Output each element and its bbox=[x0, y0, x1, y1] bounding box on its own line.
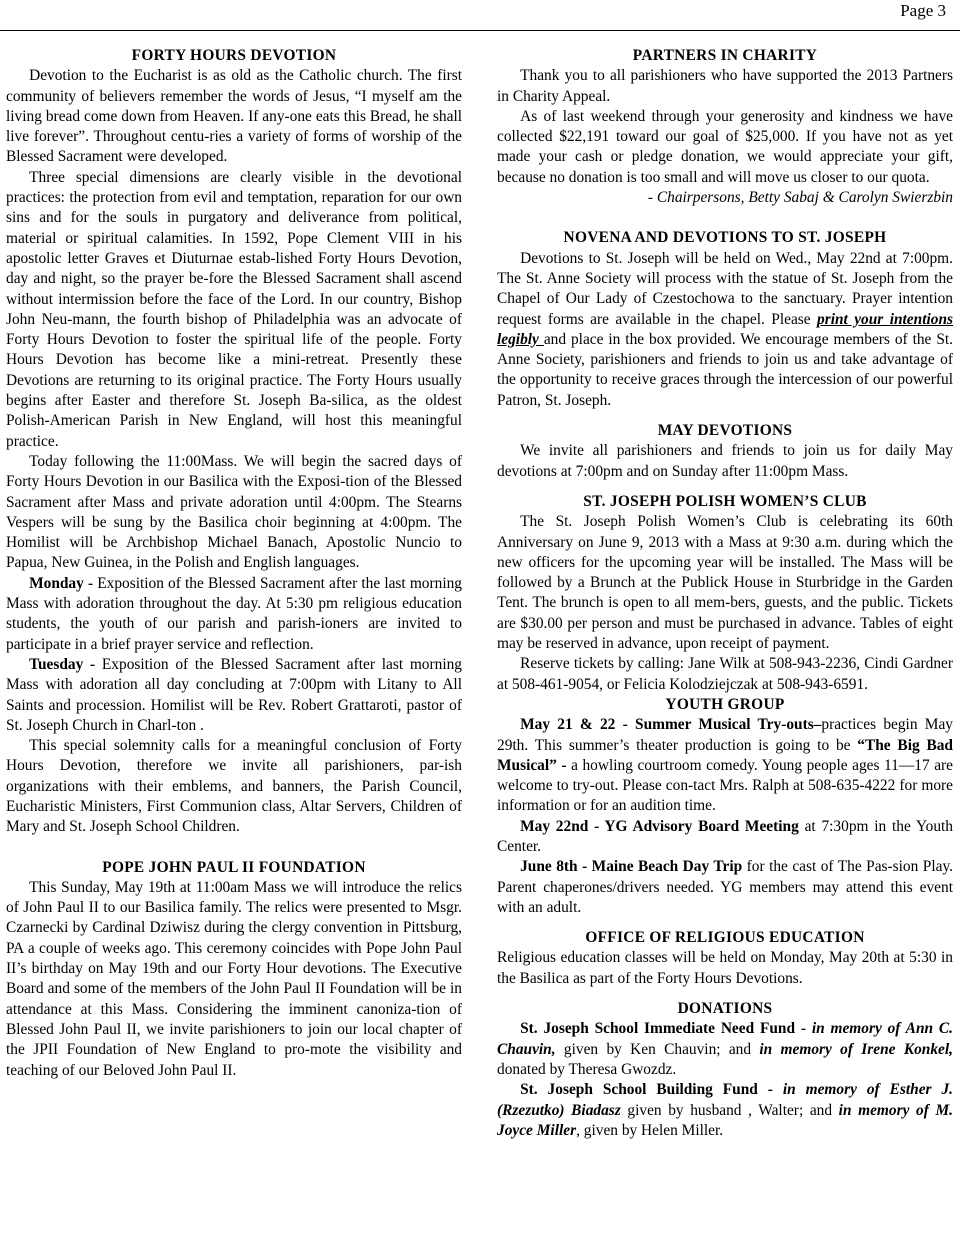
monday-label: Monday - bbox=[29, 574, 94, 592]
donation1-fund: St. Joseph School Immediate Need Fund - bbox=[520, 1020, 812, 1038]
forty-hours-monday bbox=[6, 574, 462, 655]
youth-item2-label: May 22nd - YG Advisory Board Meeting bbox=[520, 817, 799, 835]
religious-ed-section bbox=[497, 928, 953, 989]
jp2-foundation-section bbox=[6, 858, 462, 1081]
partners-paragraph-2: As of last weekend through your generosity and kindness we have collected $22,191 toward our goal of $25,000. If you have not as yet made your cash or pledge donation, we would appreciate your gift, because no donation is too small and will move us closer to our quota. bbox=[497, 107, 953, 186]
youth-item1-label: May 21 & 22 - Summer Musical Try-outs– bbox=[520, 716, 822, 734]
forty-hours-paragraph-2: Three special dimensions are clearly visible in the devotional practices: the protection from evil and temptation, reparation for our own sins and for the souls in purgatory and deliverance from political, material or spiritual calamities. In 1592, Pope Clement VIII in his apostolic letter Graves et Diuturnae estab-lished Forty Hours Devotion, day and night, so the prayer be-fore the Blessed Sacrament shall ascend without intermission before the face of the Lord. In our country, Bishop John Neu-mann, the fourth bishop of Philadelphia was an advocate of Forty Hours Devotion to foster the spiritual life of the people. Forty Hours Devotion has become like a mini-retreat. Presently these Devotions are returning to its original practice. The Forty Hours usually begins after Easter and therefore St. Joseph Ba-silica, as the oldest Polish-American Parish in New England, will host this meaningful practice. bbox=[6, 168, 462, 450]
donation1-text2: donated by Theresa Gwozdz. bbox=[497, 1060, 677, 1078]
donation2-fund: St. Joseph School Building Fund - bbox=[520, 1081, 783, 1099]
youth-item1-text-b: a howling courtroom comedy. Young people ages 11—17 are welcome to try-out. Please con-tact Mrs. Ralph at 508-635-4222 for more information or for an audition time. bbox=[497, 756, 953, 815]
donation2-memory1: in memory of Esther J. (Rzezutko) Biadasz bbox=[497, 1081, 953, 1119]
donation1-memory2: in memory of Irene Konkel, bbox=[759, 1040, 953, 1058]
novena-emphasis: print your intentions legibly bbox=[497, 310, 953, 348]
womens-club-paragraph-1: The St. Joseph Polish Women’s Club is celebrating its 60th Anniversary on June 9, 2013 with a Mass at 9:30 a.m. during which the new officers for the upcoming year will be installed. The Mass will be followed by a Brunch at the Publick House in Sturbridge in the Garden Tent. The brunch is open to all mem-bers, guests, and the public. Tickets are $30.00 per person and must be purchased in advance. Tables of eight may be reserved in advance, upon receipt of payment. bbox=[497, 513, 953, 653]
partners-title: PARTNERS IN CHARITY bbox=[632, 47, 818, 64]
youth-item2-text: at 7:30pm in the Youth Center. bbox=[497, 817, 953, 855]
donation-building-fund bbox=[497, 1080, 953, 1141]
donation1-text1: given by Ken Chauvin; and bbox=[555, 1040, 760, 1058]
religious-ed-title: OFFICE OF RELIGIOUS EDUCATION bbox=[585, 929, 865, 947]
right-column bbox=[497, 46, 953, 1141]
womens-club-section bbox=[497, 492, 953, 695]
may-devotions-title: MAY DEVOTIONS bbox=[657, 422, 793, 440]
novena-text-b: and place in the box provided. We encourage members of the St. Anne Society, parishioners and friends to join us and take advantage of the opportunity to receive graces through the intercession of our powerful Patron, St. Joseph. bbox=[497, 330, 953, 409]
section-spacer bbox=[497, 918, 953, 928]
section-spacer bbox=[497, 482, 953, 492]
donation2-text1: given by husband , Walter; and bbox=[620, 1101, 839, 1119]
novena-text-a: Devotions to St. Joseph will be held on Wed., May 22nd at 7:00pm. The St. Anne Society will process with the statue of St. Joseph from the Chapel of Our Lady of Czestochowa to the sanctuary. Prayer intention request forms are available in the chapel. Please bbox=[497, 249, 953, 328]
womens-club-paragraph-2: Reserve tickets by calling: Jane Wilk at 508-943-2236, Cindi Gardner at 508-461-9054, or Felicia Kolodziejczak at 508-943-6591. bbox=[497, 655, 953, 693]
forty-hours-paragraph-3: Today following the 11:00Mass. We will begin the sacred days of Forty Hours Devotion in our Basilica with the Exposi-tion of the Blessed Sacrament after Mass and private adoration until 4:00pm. The Stearns Vespers will be sung by the Basilica choir beginning at 4:00pm. The Homilist will be Archbishop Michael Banach, Apostolic Nuncio to Papua, New Guinea, in the Polish and English languages. bbox=[6, 452, 462, 572]
novena-section bbox=[497, 228, 953, 411]
may-devotions-section bbox=[497, 421, 953, 482]
partners-paragraph-1: Thank you to all parishioners who have supported the 2013 Partners in Charity Appeal. bbox=[497, 67, 953, 105]
forty-hours-section bbox=[6, 46, 462, 838]
womens-club-title: ST. JOSEPH POLISH WOMEN’S CLUB bbox=[583, 492, 867, 510]
header-rule bbox=[0, 30, 960, 31]
youth-item-tryouts bbox=[497, 715, 953, 816]
donation2-memory2: in memory of M. Joyce Miller bbox=[497, 1101, 953, 1139]
religious-ed-paragraph: Religious education classes will be held on Monday, May 20th at 5:30 in the Basilica as part of the Forty Hours Devotions. bbox=[497, 949, 953, 987]
donation1-memory1: in memory of Ann C. Chauvin, bbox=[497, 1020, 953, 1058]
partners-section bbox=[497, 46, 953, 208]
section-spacer bbox=[497, 208, 953, 228]
youth-item-advisory-board bbox=[497, 817, 953, 858]
donation2-text2: , given by Helen Miller. bbox=[576, 1121, 724, 1139]
partners-signature: - Chairpersons, Betty Sabaj & Carolyn Swierzbin bbox=[647, 189, 953, 207]
section-spacer bbox=[497, 989, 953, 999]
youth-item1-text-a: practices begin May 29th. This summer’s theater production is going to be bbox=[497, 716, 953, 754]
forty-hours-paragraph-1: Devotion to the Eucharist is as old as the Catholic church. The first community of believers remember the words of Jesus, “I myself am the living bread come down from Heaven. If any-one eats this Bread, he shall live forever”. Throughout centu-ries a variety of forms of worship of the Blessed Sacrament were developed. bbox=[6, 67, 462, 166]
donation-immediate-need bbox=[497, 1019, 953, 1080]
youth-group-section bbox=[497, 695, 953, 918]
youth-item3-label: June 8th - Maine Beach Day Trip bbox=[520, 858, 743, 876]
jp2-foundation-title: POPE JOHN PAUL II FOUNDATION bbox=[102, 858, 366, 876]
youth-group-title: YOUTH GROUP bbox=[665, 695, 785, 713]
monday-text: Exposition of the Blessed Sacrament after the last morning Mass with adoration throughout the day. At 5:30 pm religious education students, the youth of our parish and parish-ioners are invited to participate in a brief prayer service and reflection. bbox=[6, 574, 462, 653]
novena-paragraph bbox=[497, 249, 953, 411]
jp2-foundation-paragraph: This Sunday, May 19th at 11:00am Mass we will introduce the relics of John Paul II to our Basilica family. The relics were presented to Msgr. Czarnecki by Cardinal Dziwisz during the clergy convention in Pittsburg, PA a couple of weeks ago. This ceremony coincides with Pope John Paul II’s birthday on May 19th and our Forty Hour devotions. The Executive Board and some of the members of the John Paul II Foundation will be in attendance at this Mass. Considering the imminent canoniza-tion of Blessed John Paul II, we invite parishioners to join our local chapter of the JPII Foundation of New England to pro-mote the visibility and teaching of our Beloved John Paul II. bbox=[6, 878, 462, 1079]
forty-hours-title: FORTY HOURS DEVOTION bbox=[131, 47, 337, 64]
donations-title: DONATIONS bbox=[677, 1000, 773, 1018]
section-spacer bbox=[497, 411, 953, 421]
left-column bbox=[6, 46, 462, 1081]
youth-item3-text: for the cast of The Pas-sion Play. Parent chaperones/drivers needed. YG members may attend this event with an adult. bbox=[497, 858, 953, 916]
may-devotions-paragraph: We invite all parishioners and friends to join us for daily May devotions at 7:00pm and on Sunday after 11:00pm Mass. bbox=[497, 442, 953, 480]
page-number: Page 3 bbox=[900, 1, 946, 20]
tuesday-label: Tuesday - bbox=[29, 655, 96, 673]
youth-item1-show: “The Big Bad Musical” - bbox=[497, 736, 953, 774]
forty-hours-paragraph-4: This special solemnity calls for a meaningful conclusion of Forty Hours Devotion, therefore we invite all parishioners, par-ish organizations with their emblems, and banners, the Parish Council, Eucharistic Ministers, First Communion class, Altar Servers, Children of Mary and St. Joseph School Children. bbox=[6, 737, 462, 836]
youth-item-beach-trip bbox=[497, 857, 953, 918]
section-spacer bbox=[6, 838, 462, 858]
forty-hours-tuesday bbox=[6, 655, 462, 736]
novena-title: NOVENA AND DEVOTIONS TO ST. JOSEPH bbox=[563, 229, 887, 247]
donations-section bbox=[497, 999, 953, 1141]
tuesday-text: Exposition of the Blessed Sacrament after last morning Mass with adoration all day concluding at 7:00pm with Litany to All Saints and procession. Homilist will be Rev. Robert Grattaroti, pastor of St. Joseph Church in Charl-ton . bbox=[6, 655, 462, 734]
